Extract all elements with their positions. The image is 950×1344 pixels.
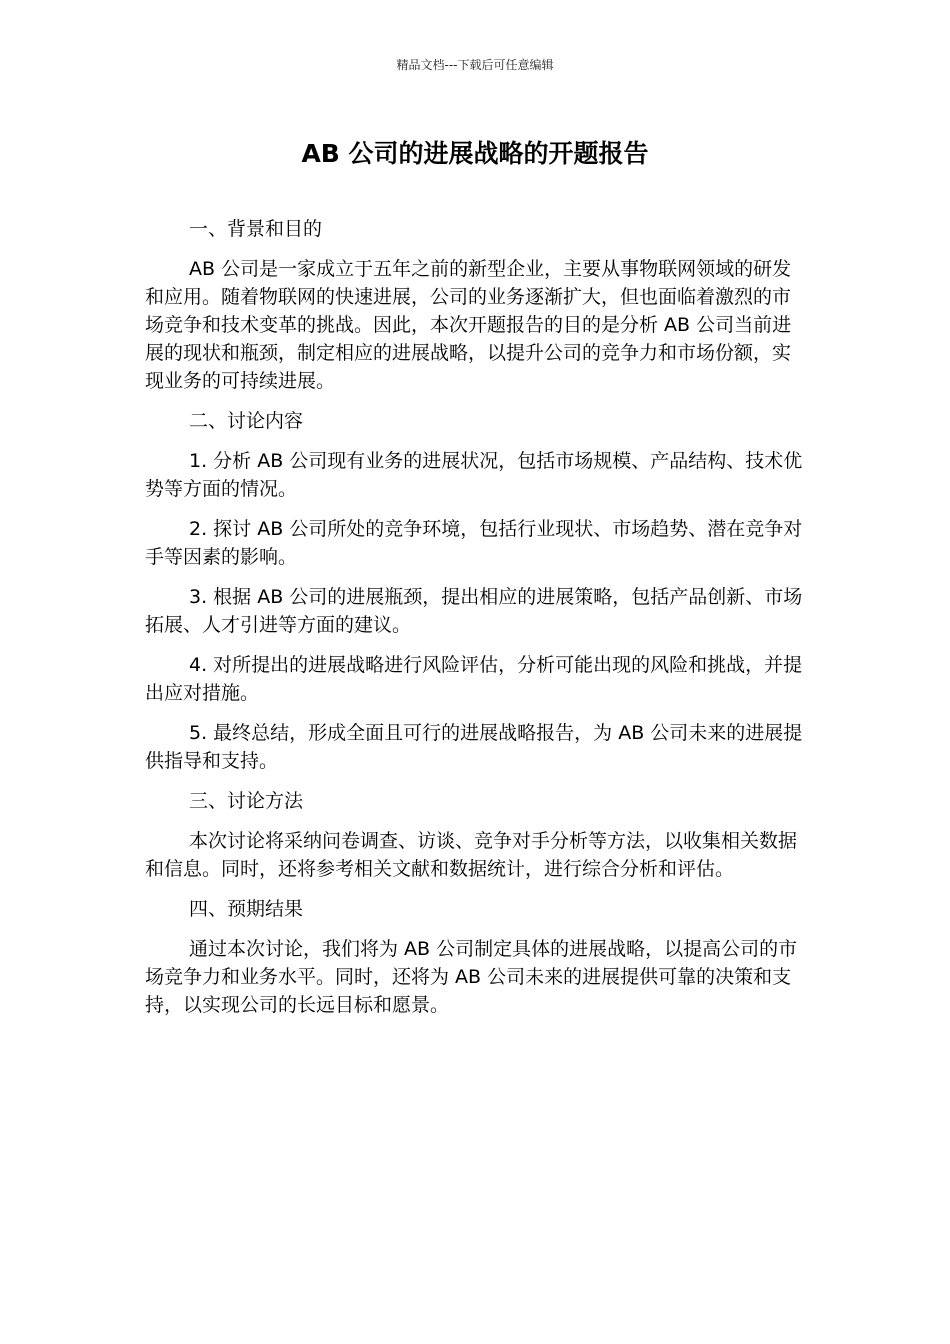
list-item-content-1: 1. 分析 AB 公司现有业务的进展状况，包括市场规模、产品结构、技术优势等方面的情况。 bbox=[145, 450, 803, 500]
list-item-content-5: 5. 最终总结，形成全面且可行的进展战略报告，为 AB 公司未来的进展提供指导和支持。 bbox=[145, 722, 803, 772]
list-item-content-3: 3. 根据 AB 公司的进展瓶颈，提出相应的进展策略，包括产品创新、市场拓展、人才引进等方面的建议。 bbox=[145, 586, 803, 636]
paragraph-expected-results: 通过本次讨论，我们将为 AB 公司制定具体的进展战略，以提高公司的市场竞争力和业务水平。同时，还将为 AB 公司未来的进展提供可靠的决策和支持，以实现公司的长远目标和愿景。 bbox=[145, 938, 798, 1016]
page-header: 精品文档---下载后可任意编辑 bbox=[396, 58, 554, 72]
document-body bbox=[145, 215, 807, 1019]
section-heading-background: 一、背景和目的 bbox=[189, 218, 323, 240]
section-heading-method: 三、讨论方法 bbox=[189, 790, 304, 812]
section-heading-content: 二、讨论内容 bbox=[189, 410, 304, 432]
section-heading-expected-results: 四、预期结果 bbox=[189, 898, 304, 920]
document-title: AB 公司的进展战略的开题报告 bbox=[301, 139, 649, 168]
paragraph-background: AB 公司是一家成立于五年之前的新型企业，主要从事物联网领域的研发和应用。随着物联网的快速进展，公司的业务逐渐扩大，但也面临着激烈的市场竞争和技术变革的挑战。因此，本次开题报告的目的是分析 AB 公司当前进展的现状和瓶颈，制定相应的进展战略，以提升公司的竞争力和市场份额，实现业务的可持续进展。 bbox=[145, 258, 792, 392]
paragraph-method: 本次讨论将采纳问卷调查、访谈、竞争对手分析等方法，以收集相关数据和信息。同时，还将参考相关文献和数据统计，进行综合分析和评估。 bbox=[145, 830, 798, 880]
list-item-content-4: 4. 对所提出的进展战略进行风险评估，分析可能出现的风险和挑战，并提出应对措施。 bbox=[145, 654, 803, 704]
list-item-content-2: 2. 探讨 AB 公司所处的竞争环境，包括行业现状、市场趋势、潜在竞争对手等因素的影响。 bbox=[145, 518, 803, 568]
